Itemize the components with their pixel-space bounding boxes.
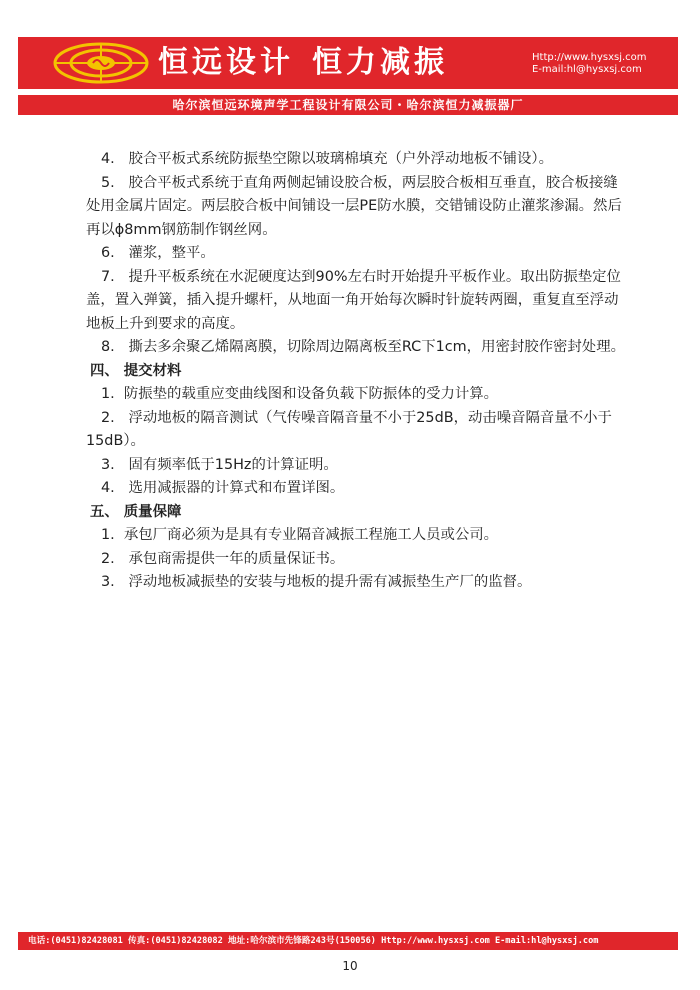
header-contact xyxy=(532,52,647,76)
submission-item-4: 4. 选用减振器的计算式和布置详图。 xyxy=(101,480,345,496)
header-website[interactable]: Http://www.hysxsj.com xyxy=(532,52,647,63)
section-heading-submissions: 四、 提交材料 xyxy=(90,362,182,379)
paragraph-item-8: 8. 撕去多余聚乙烯隔离膜，切除周边隔离板至RC下1cm，用密封胶作密封处理。 xyxy=(101,339,625,355)
paragraph-item-5: 5. 胶合平板式系统于直角两侧起铺设胶合板，两层胶合板相互垂直，胶合板接缝处用金属片固定。两层胶合板中间铺设一层PE防水膜，交错铺设防止灌浆渗漏。然后再以ϕ8mm钢筋制作钢丝网。 xyxy=(86,174,622,238)
document-body xyxy=(86,148,626,595)
submission-item-1: 1. 防振垫的载重应变曲线图和设备负载下防振体的受力计算。 xyxy=(101,386,499,402)
paragraph-item-4: 4. 胶合平板式系统防振垫空隙以玻璃棉填充（户外浮动地板不铺设）。 xyxy=(101,151,553,167)
header-banner xyxy=(18,37,678,89)
company-subtitle: 哈尔滨恒远环境声学工程设计有限公司・哈尔滨恒力减振器厂 xyxy=(18,95,678,115)
brand-vibration: 恒力减振 xyxy=(312,45,448,80)
quality-item-3: 3. 浮动地板减振垫的安装与地板的提升需有减振垫生产厂的监督。 xyxy=(101,574,532,590)
header-email[interactable]: E-mail:hl@hysxsj.com xyxy=(532,64,642,75)
paragraph-item-6: 6. 灌浆，整平。 xyxy=(101,245,215,261)
brand-title xyxy=(158,37,448,89)
paragraph-item-7: 7. 提升平板系统在水泥硬度达到90%左右时开始提升平板作业。取出防振垫定位盖，置入弹簧，插入提升螺杆，从地面一角开始每次瞬时针旋转两圈，重复直至浮动地板上升到要求的高度。 xyxy=(86,268,621,332)
section-heading-quality: 五、 质量保障 xyxy=(90,503,182,520)
submission-item-3: 3. 固有频率低于15Hz的计算证明。 xyxy=(101,456,338,473)
brand-design: 恒远设计 xyxy=(158,45,294,80)
quality-item-2: 2. 承包商需提供一年的质量保证书。 xyxy=(101,550,345,567)
company-logo xyxy=(52,41,150,85)
footer-contact-bar: 电话:(0451)82428081 传真:(0451)82428082 地址:哈尔滨市先锋路243号(150056) Http://www.hysxsj.com E-mail:hl@hysxsj.com xyxy=(18,932,678,950)
page-number: 10 xyxy=(342,959,358,973)
submission-item-2: 2. 浮动地板的隔音测试（气传噪音隔音量不小于25dB，动击噪音隔音量不小于15dB）。 xyxy=(86,409,612,449)
quality-item-1: 1. 承包厂商必须为是具有专业隔音减振工程施工人员或公司。 xyxy=(101,527,499,543)
